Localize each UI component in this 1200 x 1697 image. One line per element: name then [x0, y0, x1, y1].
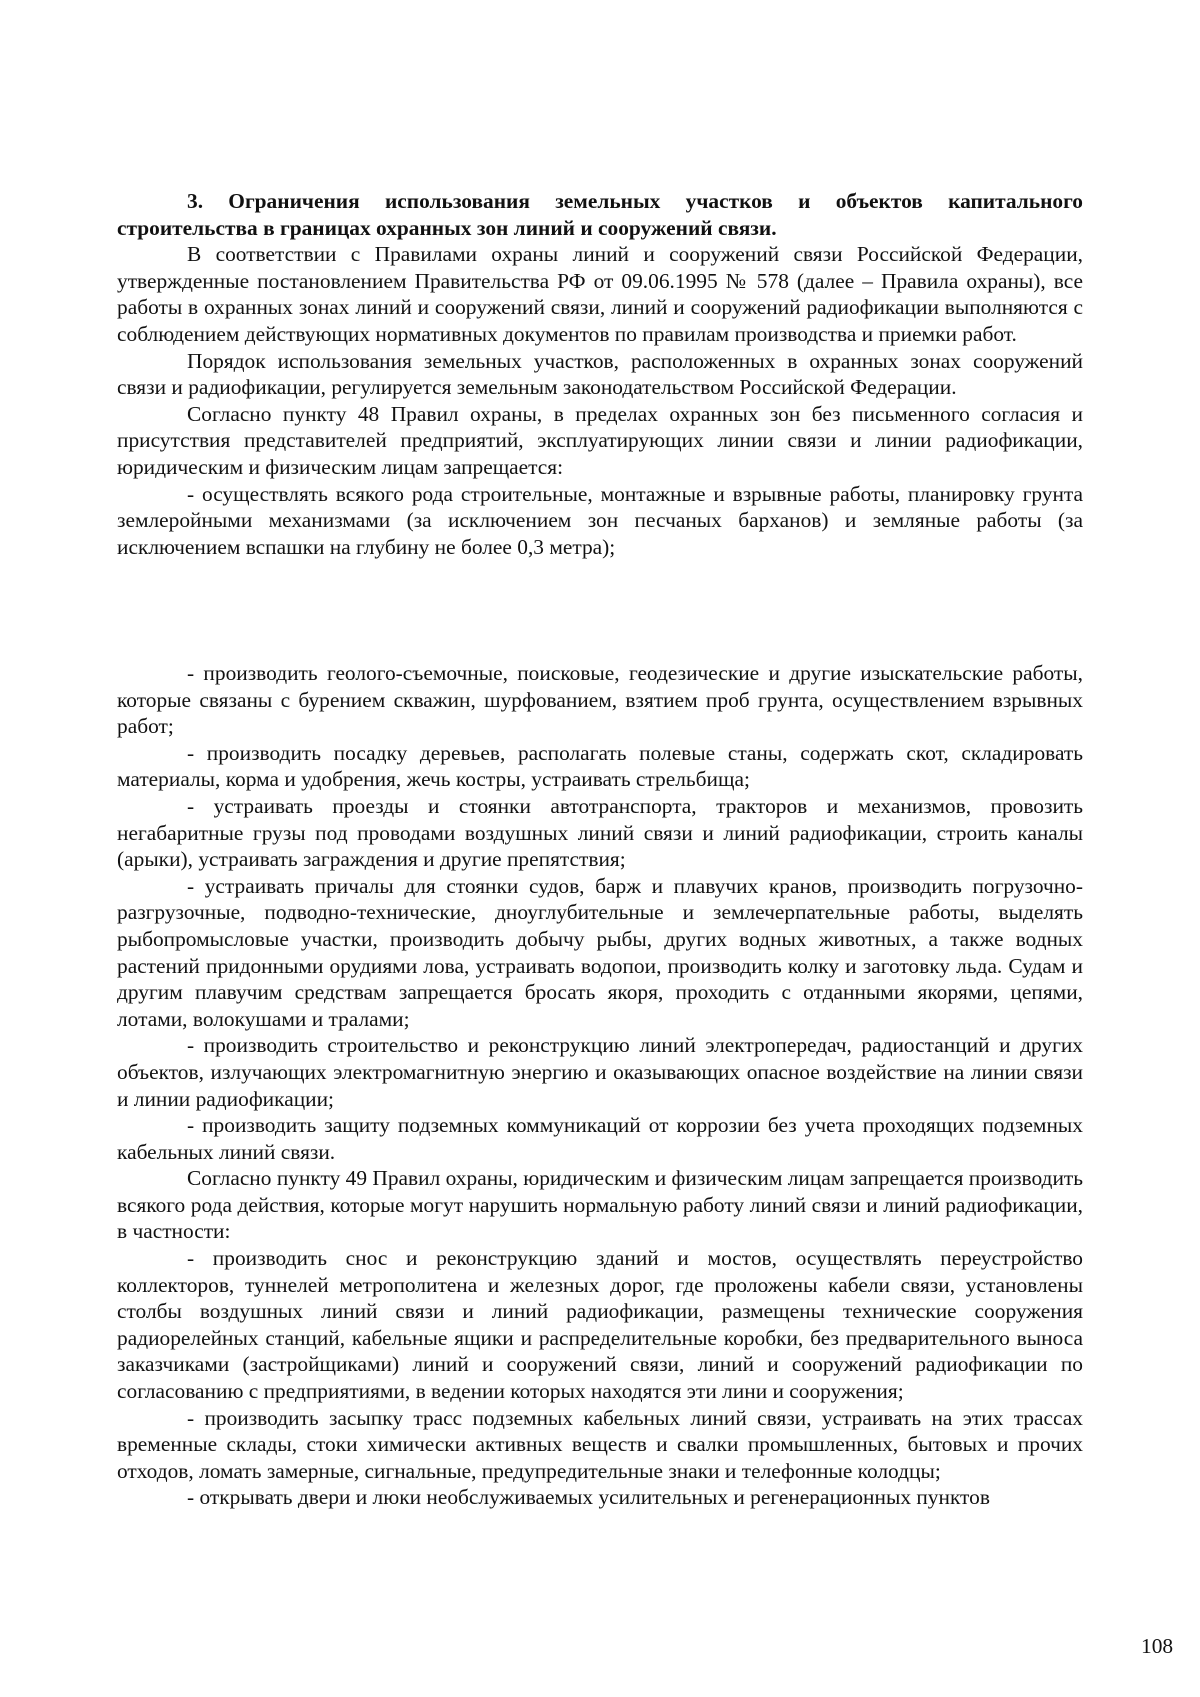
paragraph: Порядок использования земельных участков, расположенных в охранных зонах сооружений связи и радиофикации, регулируется земельным законодательством Российской Федерации.	[117, 348, 1083, 400]
paragraph: В соответствии с Правилами охраны линий и сооружений связи Российской Федерации, утвержденные постановлением Правительства РФ от 09.06.1995 № 578 (далее – Правила охраны), все работы в охранных зонах линий и сооружений связи, линий и сооружений радиофикации выполняются с соблюдением действующих нормативных документов по правилам производства и приемки работ.	[117, 242, 1083, 346]
text-block-top	[117, 188, 1083, 560]
paragraph: Согласно пункту 48 Правил охраны, в пределах охранных зон без письменного согласия и присутствия представителей предприятий, эксплуатирующих линии связи и линии радиофикации, юридическим и физическим лицам запрещается:	[117, 401, 1083, 479]
page-number: 108	[1141, 1634, 1174, 1658]
list-item: - устраивать причалы для стоянки судов, барж и плавучих кранов, производить погрузочно-разгрузочные, подводно-технические, дноуглубительные и землечерпательные работы, выделять рыбопромысловые участки, производить добычу рыбы, других водных животных, а также водных растений придонными орудиями лова, устраивать водопои, производить колку и заготовку льда. Судам и другим плавучим средствам запрещается бросать якоря, проходить с отданными якорями, цепями, лотами, волокушами и тралами;	[117, 873, 1083, 1031]
list-item: - производить снос и реконструкцию зданий и мостов, осуществлять переустройство коллекторов, туннелей метрополитена и железных дорог, где проложены кабели связи, установлены столбы воздушных линий связи и линий радиофикации, размещены технические сооружения радиорелейных станций, кабельные ящики и распределительные коробки, без предварительного выноса заказчиками (застройщиками) линий и сооружений связи, линий и сооружений радиофикации по согласованию с предприятиями, в ведении которых находятся эти лини и сооружения;	[117, 1246, 1083, 1404]
text-block-bottom	[117, 660, 1083, 1511]
list-item: - производить посадку деревьев, располагать полевые станы, содержать скот, складировать материалы, корма и удобрения, жечь костры, устраивать стрельбища;	[117, 740, 1083, 792]
paragraph: Согласно пункту 49 Правил охраны, юридическим и физическим лицам запрещается производить всякого рода действия, которые могут нарушить нормальную работу линий связи и линий радиофикации, в частности:	[117, 1166, 1083, 1244]
list-item: - производить строительство и реконструкцию линий электропередач, радиостанций и других объектов, излучающих электромагнитную энергию и оказывающих опасное воздействие на линии связи и линии радиофикации;	[117, 1033, 1083, 1111]
list-item: - устраивать проезды и стоянки автотранспорта, тракторов и механизмов, провозить негабаритные грузы под проводами воздушных линий связи и линий радиофикации, строить каналы (арыки), устраивать заграждения и другие препятствия;	[117, 793, 1083, 872]
list-item: - открывать двери и люки необслуживаемых усилительных и регенерационных пунктов	[187, 1485, 990, 1510]
list-item: - осуществлять всякого рода строительные, монтажные и взрывные работы, планировку грунта землеройными механизмами (за исключением зон песчаных барханов) и земляные работы (за исключением вспашки на глубину не более 0,3 метра);	[117, 481, 1083, 559]
list-item: - производить засыпку трасс подземных кабельных линий связи, устраивать на этих трассах временные склады, стоки химически активных веществ и свалки промышленных, бытовых и прочих отходов, ломать замерные, сигнальные, предупредительные знаки и телефонные колодцы;	[117, 1405, 1083, 1483]
list-item: - производить геолого-съемочные, поисковые, геодезические и другие изыскательские работы, которые связаны с бурением скважин, шурфованием, взятием проб грунта, осуществлением взрывных работ;	[117, 661, 1083, 739]
section-heading: 3. Ограничения использования земельных участков и объектов капитального строительства в границах охранных зон линий и сооружений связи.	[117, 189, 1083, 240]
list-item: - производить защиту подземных коммуникаций от коррозии без учета проходящих подземных кабельных линий связи.	[117, 1113, 1083, 1164]
